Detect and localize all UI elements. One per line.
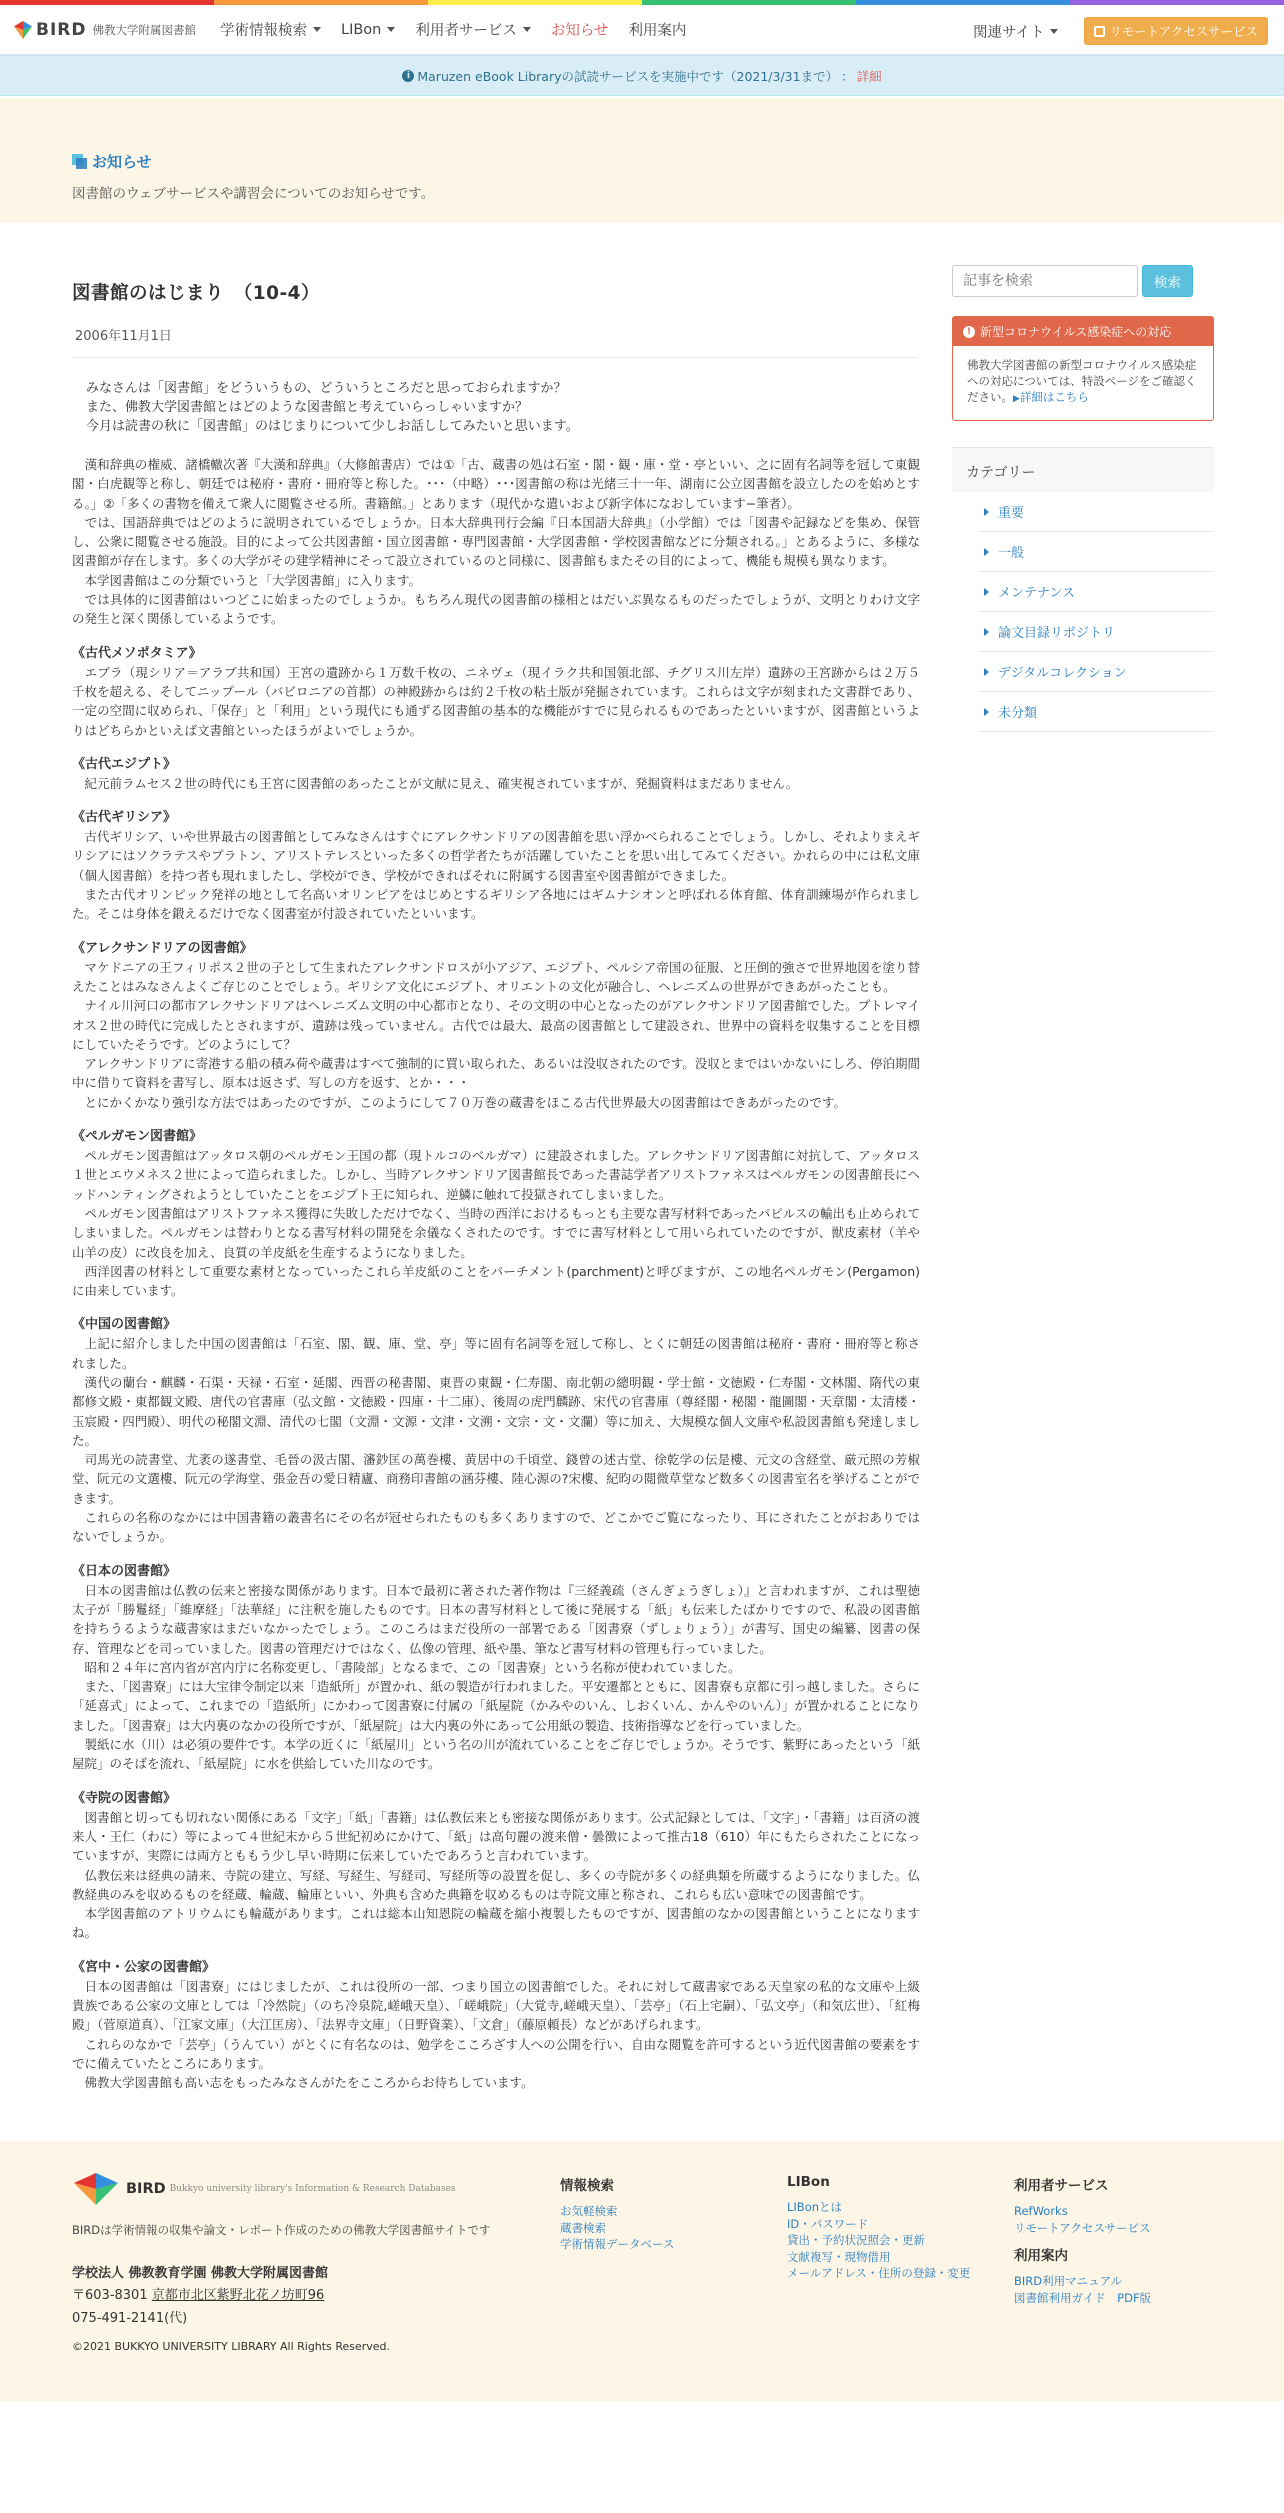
nav-item-label: 利用者サービス	[415, 23, 517, 39]
notice-title: お知らせ	[92, 153, 152, 171]
category-label: 未分類	[998, 706, 1038, 721]
footer-org: 学校法人 佛教教育学園 佛教大学附属図書館	[72, 2266, 329, 2282]
article	[72, 223, 920, 2092]
nav-item[interactable]	[628, 19, 686, 40]
logo-text: BIRD	[36, 19, 87, 40]
sidebar	[952, 223, 1214, 2092]
category-label: 一般	[998, 546, 1025, 561]
notice-description: 図書館のウェブサービスや講習会についてのお知らせです。	[72, 186, 435, 202]
footer-logo-tagline: Bukkyo university library's Information & Research Databases	[169, 2184, 456, 2195]
intro-line: また、佛教大学図書館とはどのような図書館と考えていらっしゃいますか？	[86, 400, 529, 415]
paragraph: では、国語辞典ではどのように説明されているでしょうか。日本大辞典刊行会編『日本国語大辞典』（小学館）では「図書や記録などを集め、保管し、公衆に閲覧させる施設。目的によって公共図書館・国立図書館・専門図書館・大学図書館・学校図書館などに分類される。」とあるように、多様な図書館が存在します。多くの大学がその建学精神にそって設立されているのと同様に、図書館もまたその目的によって、機能も規模も異なります。	[72, 514, 920, 569]
info-icon: i	[402, 70, 414, 82]
category-item[interactable]	[979, 492, 1214, 532]
site-logo[interactable]	[14, 20, 196, 40]
paragraph: これらの名称のなかには中国書籍の叢書名にその名が冠せられたものも多くありますので、どこかでご覧になったり、耳にされたことがおありではないでしょうか。	[72, 1510, 920, 1545]
paragraph: これらのなかで「芸亭」（うんてい）がとくに有名なのは、勉学をこころざす人への公開を行い、自由な閲覧を許可するという近代図書館の要素をすでに備えていたところにあります。	[72, 2036, 920, 2071]
search-button[interactable]: 検索	[1142, 265, 1193, 297]
footer-link[interactable]: 図書館利用ガイド PDF版	[1014, 2290, 1152, 2305]
category-item[interactable]	[979, 652, 1214, 692]
nav-item[interactable]	[220, 19, 321, 40]
section-heading: 《寺院の図書館》	[72, 1790, 177, 1806]
footer-link[interactable]: 蔵書検索	[560, 2220, 606, 2235]
paragraph: 昭和２４年に宮内省が宮内庁に名称変更し、「書陵部」となるまで、この「図書寮」という名称が使われていました。	[72, 1659, 741, 1675]
article-title: 図書館のはじまり （10-4）	[72, 283, 321, 304]
footer-copyright: ©2021 BUKKYO UNIVERSITY LIBRARY All Rights Reserved.	[72, 2340, 391, 2354]
covid-title: 新型コロナウイルス感染症への対応	[980, 325, 1172, 339]
nav-related-sites[interactable]	[973, 21, 1059, 42]
paragraph: マケドニアの王フィリポス２世の子として生まれたアレクサンドロスが小アジア、エジプト、ペルシア帝国の征服、と圧倒的強さで世界地図を塗り替えたことはみなさんよくご存じのことでしょう。ギリシア文化にエジプト、オリエントの文化が融合し、ヘレニズムの世界ができあがったことも。	[72, 959, 920, 994]
category-item[interactable]	[979, 612, 1214, 652]
paragraph: エブラ（現シリア＝アラブ共和国）王宮の遺跡から１万数千枚の、ニネヴェ（現イラク共和国領北部、チグリス川左岸）遺跡の王宮跡からは２万５千枚を超える、そしてニップール（バビロニアの首都）の神殿跡からは約２千枚の粘土版が発掘されています。これらは文字が刻まれた文書群であり、一定の空間に収められ、「保存」と「利用」という現代にも通ずる図書館の基本的な機能がすでに見られるものであったといいますが、図書館というよりはどちらかといえば文書館といったほうがよいでしょうか。	[72, 664, 920, 738]
section-heading: 《古代エジプト》	[72, 756, 177, 772]
section-heading: 《ペルガモン図書館》	[72, 1129, 203, 1145]
category-label: メンテナンス	[998, 586, 1075, 601]
chevron-right-icon	[984, 508, 989, 516]
navbar	[0, 5, 1284, 55]
footer-link[interactable]: メールアドレス・住所の登録・変更	[787, 2266, 971, 2281]
category-label: 論文目録リポジトリ	[998, 626, 1116, 641]
chevron-right-icon	[984, 708, 989, 716]
covid-panel	[952, 316, 1214, 421]
remote-access-button[interactable]	[1084, 17, 1268, 45]
paragraph: 仏教伝来は経典の請来、寺院の建立、写経、写経生、写経司、写経所等の設置を促し、多くの寺院が多くの経典類を所蔵するようになりました。仏教経典のみを収めるものを経蔵、輪蔵、輪庫といい、外典も含めた典籍を収めるものは寺院文庫と称され、これらも広い意味での図書館です。	[72, 1867, 920, 1902]
paragraph: また古代オリンピック発祥の地として名高いオリンピアをはじめとするギリシア各地にはギムナシオンと呼ばれる体育館、体育訓練場が作られました。そこは身体を鍛えるだけでなく図書室が付設されていたといいます。	[72, 887, 920, 922]
section-heading: 《日本の図書館》	[72, 1563, 177, 1579]
footer-link[interactable]: お気軽検索	[560, 2204, 618, 2219]
footer-link[interactable]: RefWorks	[1014, 2204, 1068, 2219]
covid-body: 佛教大学図書館の新型コロナウイルス感染症への対応については、特設ページをご確認ください。	[967, 358, 1197, 404]
footer-postal: 〒603-8301	[72, 2288, 148, 2304]
notice-header	[0, 98, 1284, 223]
paragraph: 製紙に水（川）は必須の要件です。本学の近くに「紙屋川」という名の川が流れていることをご存じでしょうか。そうです、紫野にあったという「紙屋院」のそばを流れ、「紙屋院」に水を供給していた川なのです。	[72, 1737, 920, 1772]
category-item[interactable]	[979, 692, 1214, 732]
paragraph: 漢和辞典の権威、諸橋轍次著『大漢和辞典』（大修館書店）では①「古、蔵書の処は石室・閣・観・庫・堂・亭といい、之に固有名詞等を冠して東観閣・白虎観等と称し、朝廷では秘府・書府・冊府等と称した。･･･（中略）･･･図書館の称は光緒三十一年、湖南に公立図書館を設立したのを始めとする。」②「多くの書物を備えて衆人に閲覧させる所。書籍館。」とあります（現代かな遣いおよび新字体になおしています−筆者）。	[72, 457, 920, 511]
paragraph: ペルガモン図書館はアリストファネス獲得に失敗しただけでなく、当時の西洋におけるもっとも主要な書写材料であったパピルスの輸出も止められてしまいました。ペルガモンは替わりとなる書写材料の開発を余儀なくされたのです。すでに書写材料として用いられていたのですが、獣皮素材（羊や山羊の皮）に改良を加え、良質の羊皮紙を生産するようになりました。	[72, 1205, 920, 1260]
nav-item-label: 学術情報検索	[219, 23, 307, 39]
paragraph: 図書館と切っても切れない関係にある「文字」「紙」「書籍」は仏教伝来とも密接な関係があります。公式記録としては、「文字」・「書籍」は百済の渡来人・王仁（わに）等によって４世紀末から５世紀初めにかけて、「紙」は高句麗の渡来僧・曇徴によって推古18（610）年にもたらされたことになっていますが、実際には両方とももう少し早い時期に伝来していたであろうと言われています。	[72, 1809, 920, 1864]
footer-link[interactable]: ID・パスワード	[787, 2216, 869, 2231]
paragraph: では具体的に図書館はいつどこに始まったのでしょうか。もちろん現代の図書館の様相とはだいぶ異なるものだったでしょうが、文明とりわけ文字の発生と深く関係しているようです。	[72, 592, 920, 627]
external-link-icon	[1094, 26, 1105, 37]
section-heading: 《宮中・公家の図書館》	[72, 1959, 216, 1975]
category-label: デジタルコレクション	[998, 666, 1127, 681]
paragraph: 佛教大学図書館も高い志をもったみなさんがたをこころからお待ちしています。	[72, 2075, 534, 2091]
paragraph: とにかくかなり強引な方法ではあったのですが、このようにして７０万巻の蔵書をほこる古代世界最大の図書館はできあがったのです。	[72, 1094, 846, 1110]
nav-item-label: LIBon	[340, 21, 382, 38]
caret-down-icon	[1050, 29, 1058, 34]
footer	[0, 2141, 1284, 2401]
footer-description: BIRDは学術情報の収集や論文・レポート作成のための佛教大学図書館サイトです	[72, 2223, 491, 2238]
paragraph: 司馬光の読書堂、尤袤の遂書堂、毛晉の汲古閣、瀋鈔匡の萬巻樓、黄居中の千頃堂、錢曾の述古堂、徐乾学の伝是樓、元文の含経堂、厳元照の芳椒堂、阮元の文選樓、阮元の学海堂、張金吾の愛日精廬、商務印書館の涵芬樓、陸心源の?宋樓、紀昀の閲微草堂など数多くの図書室名を挙げることができます。	[72, 1452, 920, 1506]
section-heading: 《古代メソポタミア》	[72, 645, 202, 661]
paragraph: 本学図書館はこの分類でいうと「大学図書館」に入ります。	[72, 572, 422, 588]
nav-item[interactable]	[415, 19, 531, 40]
footer-col-search	[560, 2174, 674, 2253]
article-body	[72, 436, 920, 2092]
paragraph: 漢代の蘭台・麒麟・石渠・天禄・石室・延閣、西晋の秘書閣、東晋の東観・仁寿閣、南北朝の總明観・学士館・文徳殿・仁寿閣・文林閣、隋代の東都修文殿・東都観文殿、唐代の官書庫（弘文館・文徳殿・四庫・十二庫）、後周の虎門麟跡、宋代の官書庫（尊経閣・秘閣・龍圖閣・天章閣・太清楼・玉宸殿・四門殿）、明代の秘閣文淵、清代の七閣（文淵・文源・文津・文溯・文宗・文・文瀾）等に加え、大規模な個人文庫や私設図書館も発達しました。	[72, 1374, 920, 1448]
bird-logo-icon	[72, 2171, 120, 2207]
paragraph: ナイル川河口の都市アレクサンドリアはヘレニズム文明の中心都市となり、その文明の中心となったのがアレクサンドリア図書館でした。プトレマイオス２世の時代に完成したとされますが、遺跡は残っていません。古代では最大、最高の図書館として建設され、世界中の資料を収集することを目標にしていたそうです。どのようにして？	[72, 998, 920, 1052]
article-intro	[72, 358, 920, 436]
footer-col-title: 利用者サービス	[1014, 2178, 1109, 2195]
logo-subtitle: 佛教大学附属図書館	[92, 22, 196, 37]
category-item[interactable]	[979, 572, 1214, 612]
footer-link[interactable]: LIBonとは	[787, 2200, 843, 2215]
chevron-right-icon	[984, 588, 989, 596]
paragraph: 古代ギリシア、いや世界最古の図書館としてみなさんはすぐにアレクサンドリアの図書館を思い浮かべられることでしょう。しかし、それよりまえギリシアにはソクラテスやプラトン、アリストテレスといった多くの哲学者たちが活躍していたことを思い出してみてください。かれらの中には私文庫（個人図書館）を持つ者も現れましたし、学校ができ、学校ができればそれに附属する図書室や図書館ができました。	[72, 829, 920, 883]
paragraph: ペルガモン図書館はアッタロス朝のペルガモン王国の都（現トルコのベルガマ）に建設されました。アレクサンドリア図書館に対抗して、アッタロス１世とエウメネス２世によって造られました。しかし、当時アレクサンドリア図書館長であった書誌学者アリストファネスはペルガモンの図書館長にヘッドハンティングされようとしていたことをエジプト王に知られ、逆鱗に触れて投獄されてしまいました。	[72, 1148, 920, 1202]
footer-col-title: 情報検索	[560, 2178, 614, 2195]
footer-address-link[interactable]: 京都市北区紫野北花ノ坊町96	[151, 2288, 325, 2304]
footer-col-services	[1014, 2174, 1151, 2306]
caret-down-icon	[313, 27, 321, 32]
bird-logo-icon	[14, 21, 32, 39]
paragraph: また、「図書寮」には大宝律令制定以来「造紙所」が置かれ、紙の製造が行われました。平安遷都とともに、図書寮も京都に引っ越しました。さらに「延喜式」によって、これまでの「造紙所」にかわって図書寮に付属の「紙屋院（かみやのいん、しおくいん、かんやのいん）」が置かれることになりました。「図書寮」は大内裏のなかの役所ですが、「紙屋院」は大内裏の外にあって公用紙の製造、技術指導などを行っていました。	[72, 1679, 920, 1733]
caret-down-icon	[523, 27, 531, 32]
footer-col-title: LIBon	[787, 2174, 830, 2191]
chevron-right-icon	[984, 548, 989, 556]
category-item[interactable]	[979, 532, 1214, 572]
chevron-right-icon: ▶	[1013, 394, 1020, 404]
alert-detail-link[interactable]: 詳細	[856, 68, 882, 84]
chevron-right-icon	[984, 668, 989, 676]
paragraph: 紀元前ラムセス２世の時代にも王宮に図書館のあったことが文献に見え、確実視されていますが、発掘資料はまだありません。	[72, 775, 799, 791]
footer-tel: 075-491-2141(代)	[72, 2311, 188, 2327]
news-icon	[72, 154, 87, 169]
paragraph: 西洋図書の材料として重要な素材となっていったこれら羊皮紙のことをパーチメント(parchment)と呼びますが、この地名ペルガモン(Pergamon)に由来しています。	[72, 1263, 920, 1299]
category-panel	[952, 447, 1214, 732]
covid-detail-link[interactable]	[1013, 390, 1089, 404]
footer-link[interactable]: リモートアクセスサービス	[1014, 2220, 1151, 2235]
alert-banner: i Maruzen eBook Libraryの試読サービスを実施中です（2021/3/31まで） ： 詳細	[0, 55, 1284, 96]
nav-item[interactable]	[551, 19, 609, 40]
intro-line: 今月は読書の秋に「図書館」のはじまりについて少しお話ししてみたいと思います。	[86, 419, 579, 434]
search-form	[952, 265, 1214, 297]
footer-col-libon	[787, 2174, 970, 2282]
paragraph: アレクサンドリアに寄港する船の積み荷や蔵書はすべて強制的に買い取られた、あるいは没収されたのです。没収とまではいかないにしろ、停泊期間中に借りて資料を書写し、原本は返さず、写しの方を返す、とか・・・	[72, 1056, 920, 1091]
paragraph: 日本の図書館は「図書寮」にはじましたが、これは役所の一部、つまり国立の図書館でした。それに対して蔵書家である天皇家の私的な文庫や上級貴族である公家の文庫としては「冷然院」（のち冷泉院,嵯峨天皇）、「嵯峨院」（大覚寺,嵯峨天皇）、「芸亭」（石上宅嗣）、「弘文亭」（和気広世）、「紅梅殿」（菅原道真）、「江家文庫」（大江匡房）、「法界寺文庫」（日野資業）、「文倉」（藤原頼長）などがあげられます。	[72, 1978, 920, 2033]
section-heading: 《中国の図書館》	[72, 1317, 177, 1333]
article-date: 2006年11月1日	[72, 325, 917, 358]
nav-item-label: お知らせ	[550, 23, 609, 39]
chevron-right-icon	[984, 628, 989, 636]
paragraph: 日本の図書館は仏教の伝来と密接な関係があります。日本で最初に著された著作物は『三経義疏（さんぎょうぎしょ）』と言われますが、これは聖徳太子が「勝鬘経」「維摩経」「法華経」に注釈を施したものです。日本の書写材料として後に発展する「紙」も伝来したばかりですので、私設の図書館を持ちうるような蔵書家はまだいなかったでしょう。このころはまだ役所の一部署である「図書寮（ずしょりょう）」が書写、国史の編纂、図書の保存、管理などを司っていました。図書の管理だけではなく、仏像の管理、紙や墨、筆など書写材料の管理も行っていました。	[72, 1582, 920, 1656]
info-icon: !	[963, 326, 975, 338]
nav-item[interactable]	[341, 22, 395, 38]
paragraph: 本学図書館のアトリウムにも輪蔵があります。これは総本山知恩院の輪蔵を縮小複製したものですが、図書館のなかの図書館ということになりますね。	[72, 1906, 920, 1941]
caret-down-icon	[387, 27, 395, 32]
footer-link[interactable]: 貸出・予約状況照会・更新	[787, 2233, 925, 2248]
nav-item-label: 利用案内	[628, 23, 687, 39]
footer-link[interactable]: 文献複写・現物借用	[787, 2249, 891, 2264]
remote-access-label: リモートアクセスサービス	[1109, 24, 1258, 39]
section-heading: 《アレクサンドリアの図書館》	[72, 940, 253, 956]
category-label: 重要	[998, 506, 1025, 521]
search-input[interactable]	[952, 265, 1138, 297]
paragraph: 上記に紹介しました中国の図書館は「石室、閣、観、庫、堂、亭」等に固有名詞等を冠して称し、とくに朝廷の図書館は秘府・書府・冊府等と称されました。	[72, 1336, 920, 1371]
footer-logo-text: BIRD	[126, 2181, 166, 2198]
intro-line: みなさんは「図書館」をどういうもの、どういうところだと思っておられますか？	[86, 381, 567, 396]
category-title: カテゴリー	[966, 465, 1036, 481]
footer-link[interactable]: BIRD利用マニュアル	[1014, 2274, 1123, 2289]
section-heading: 《古代ギリシア》	[72, 810, 177, 826]
footer-col-title: 利用案内	[1014, 2248, 1068, 2265]
footer-link[interactable]: 学術情報データベース	[560, 2237, 675, 2252]
covid-link-label: 詳細はこちら	[1019, 390, 1089, 404]
nav-related-sites-label: 関連サイト	[972, 24, 1045, 41]
alert-text: Maruzen eBook Libraryの試読サービスを実施中です（2021/3/31まで）	[417, 68, 839, 84]
